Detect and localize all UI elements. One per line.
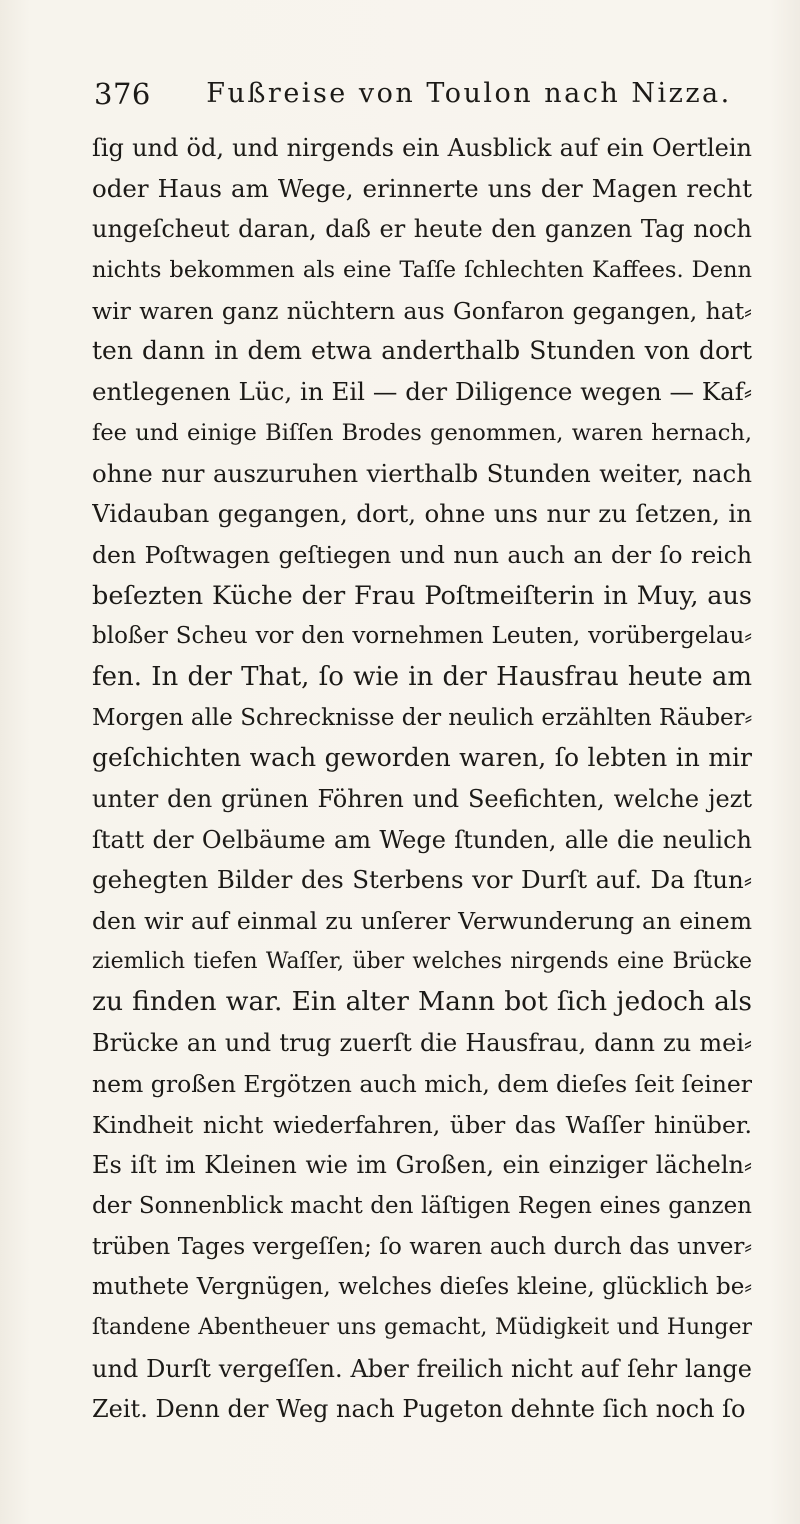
text-line: Brücke an und trug zuerſt die Hausfrau, dann zu mei⸗ <box>92 1029 752 1058</box>
text-line: entlegenen Lüc, in Eil — der Diligence wegen — Kaf⸗ <box>92 377 752 407</box>
text-line: ungeſcheut daran, daß er heute den ganzen Tag noch <box>92 215 752 244</box>
text-line: nichts bekommen als eine Taſſe ſchlechten Kaffees. Denn <box>92 257 752 284</box>
text-line: den wir auf einmal zu unſerer Verwunderung an einem <box>92 907 752 936</box>
text-line: ſig und öd, und nirgends ein Ausblick auf ein Oertlein <box>92 134 752 162</box>
text-line: fee und einige Biſſen Brodes genommen, waren hernach, <box>92 419 752 446</box>
body-text <box>92 128 752 1430</box>
text-line: ſtandene Abentheuer uns gemacht, Müdigkeit und Hunger <box>92 1314 752 1340</box>
text-line: geſchichten wach geworden waren, ſo lebten in mir <box>92 743 752 773</box>
text-line: der Sonnenblick macht den läſtigen Regen eines ganzen <box>92 1192 752 1219</box>
text-line: Vidauban gegangen, dort, ohne uns nur zu ſetzen, in <box>92 499 752 529</box>
text-line: wir waren ganz nüchtern aus Gonfaron gegangen, hat⸗ <box>92 296 752 325</box>
text-line: ten dann in dem etwa anderthalb Stunden von dort <box>92 336 752 366</box>
text-line: muthete Vergnügen, welches dieſes kleine, glücklich be⸗ <box>92 1274 752 1301</box>
text-line: gehegten Bilder des Sterbens vor Durſt auf. Da ſtun⸗ <box>92 865 752 895</box>
text-line: unter den grünen Föhren und Seefichten, welche jezt <box>92 785 752 813</box>
running-title: Fußreise von Toulon nach Nizza. <box>206 78 732 109</box>
text-line: nem großen Ergötzen auch mich, dem dieſes ſeit ſeiner <box>92 1069 752 1098</box>
text-line: ohne nur auszuruhen vierthalb Stunden weiter, nach <box>92 458 752 488</box>
text-line: beſezten Küche der Frau Poſtmeiſterin in Muy, aus <box>92 580 752 611</box>
text-line: bloßer Scheu vor den vornehmen Leuten, vorübergelau⸗ <box>92 623 752 650</box>
text-line: ſtatt der Oelbäume am Wege ſtunden, alle die neulich <box>92 825 752 854</box>
text-line: trüben Tages vergeſſen; ſo waren auch durch das unver⸗ <box>92 1233 752 1260</box>
page-number: 376 <box>94 77 151 111</box>
page-header <box>94 72 754 116</box>
text-line: Zeit. Denn der Weg nach Pugeton dehnte ſich noch ſo <box>92 1395 746 1424</box>
text-line: fen. In der That, ſo wie in der Hausfrau heute am <box>92 661 752 692</box>
text-line: Es iſt im Kleinen wie im Großen, ein einziger lächeln⸗ <box>92 1151 752 1180</box>
text-line: zu finden war. Ein alter Mann bot ſich jedoch als <box>92 986 752 1018</box>
text-line: ziemlich tiefen Waſſer, über welches nirgends eine Brücke <box>92 948 752 974</box>
text-line: Morgen alle Schrecknisse der neulich erzählten Räuber⸗ <box>92 704 752 731</box>
text-line: und Durſt vergeſſen. Aber freilich nicht auf ſehr lange <box>92 1354 752 1383</box>
text-line: Kindheit nicht wiederfahren, über das Waſſer hinüber. <box>92 1110 752 1139</box>
text-line: den Poſtwagen geſtiegen und nun auch an der ſo reich <box>92 540 752 569</box>
text-line: oder Haus am Wege, erinnerte uns der Magen recht <box>92 173 752 203</box>
